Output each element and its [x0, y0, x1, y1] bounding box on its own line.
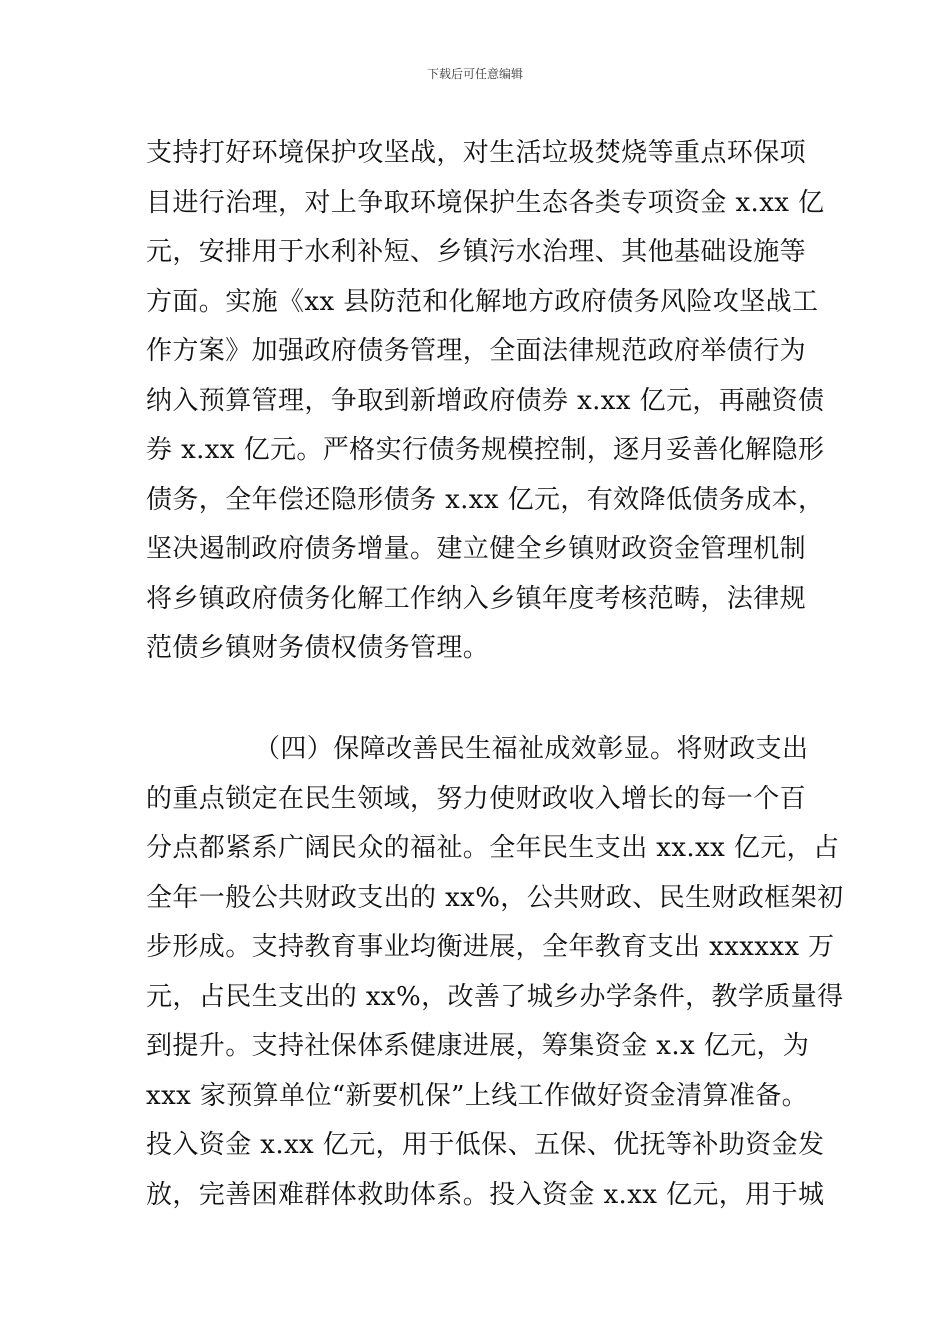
paragraph-livelihood-welfare: [146, 725, 844, 1220]
text-line: 元，占民生支出的 xx%，改善了城乡办学条件，教学质量得: [146, 981, 844, 1012]
text-line: 投入资金 x.xx 亿元，用于低保、五保、优抚等补助资金发: [146, 1130, 825, 1160]
text-line: 范债乡镇财务债权债务管理。: [146, 633, 490, 663]
page-header-note: 下载后可任意编辑: [426, 67, 523, 81]
text-line: 方面。实施《xx 县防范和化解地方政府债务风险攻坚战工: [146, 286, 819, 317]
text-line: xxx 家预算单位“新要机保”上线工作做好资金清算准备。: [146, 1080, 809, 1111]
text-line: 放，完善困难群体救助体系。投入资金 x.xx 亿元，用于城: [146, 1179, 825, 1210]
text-line: 分点都紧系广阔民众的福祉。全年民生支出 xx.xx 亿元，占: [146, 833, 840, 863]
text-line: 坚决遏制政府债务增量。建立健全乡镇财政资金管理机制: [146, 534, 807, 564]
text-line: 目进行治理，对上争取环境保护生态各类专项资金 x.xx 亿: [146, 187, 825, 218]
text-line: 元，安排用于水利补短、乡镇污水治理、其他基础设施等: [146, 237, 807, 267]
text-line: 到提升。支持社保体系健康进展，筹集资金 x.x 亿元，为: [146, 1031, 810, 1061]
text-line: 全年一般公共财政支出的 xx%，公共财政、民生财政框架初: [146, 882, 844, 913]
text-line: 支持打好环境保护攻坚战，对生活垃圾焚烧等重点环保项: [146, 138, 807, 168]
text-line: 作方案》加强政府债务管理，全面法律规范政府举债行为: [146, 336, 807, 366]
text-line: 将乡镇政府债务化解工作纳入乡镇年度考核范畴，法律规: [146, 583, 807, 614]
paragraph-debt-management: [146, 129, 825, 674]
text-line: 纳入预算管理，争取到新增政府债券 x.xx 亿元，再融资债: [146, 385, 825, 416]
text-line: 券 x.xx 亿元。严格实行债务规模控制，逐月妥善化解隐形: [146, 435, 825, 465]
text-line: 的重点锁定在民生领域，努力使财政收入增长的每一个百: [146, 783, 807, 814]
text-line: 步形成。支持教育事业均衡进展，全年教育支出 xxxxxx 万: [146, 932, 835, 962]
text-line: 债务，全年偿还隐形债务 x.xx 亿元，有效降低债务成本，: [146, 484, 825, 515]
section-heading-line: （四）保障改善民生福祉成效彰显。将财政支出: [254, 734, 809, 764]
